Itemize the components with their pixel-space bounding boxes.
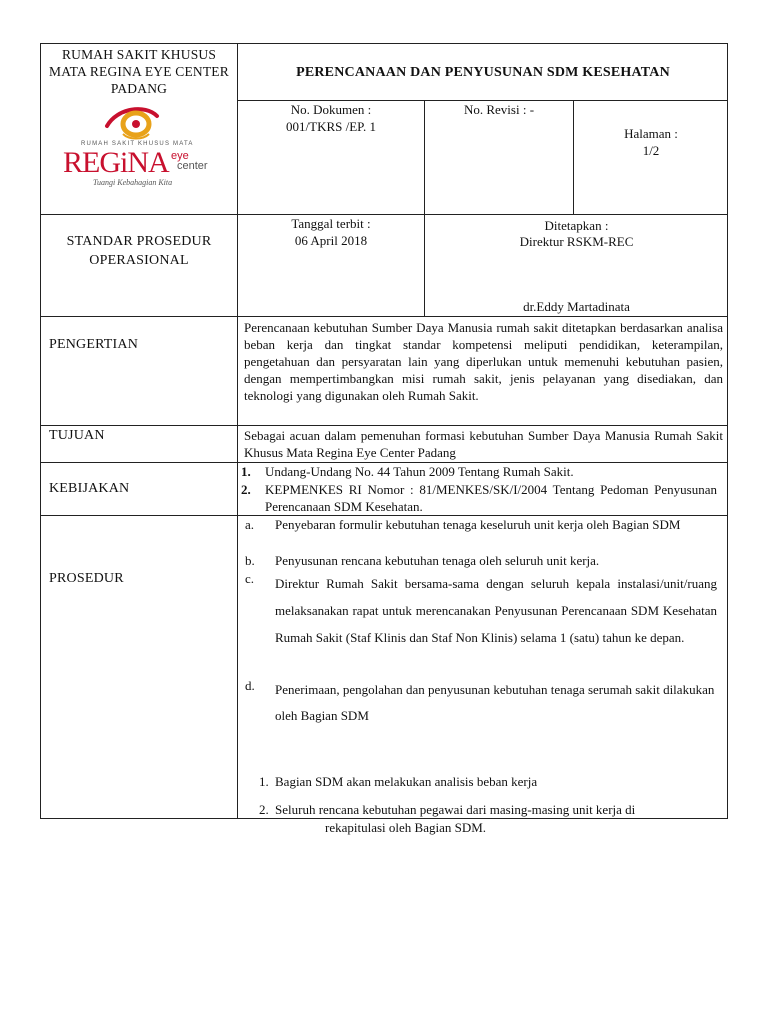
column-divider [424, 100, 425, 316]
list-marker: c. [245, 571, 255, 586]
logo-eye-text: eye [171, 150, 189, 162]
ditetapkan-value: Direktur RSKM-REC [519, 234, 634, 249]
list-marker: b. [245, 553, 255, 568]
prosedur-label: PROSEDUR [49, 571, 124, 586]
row-divider [41, 316, 728, 317]
no-dokumen-label: No. Dokumen : [290, 102, 372, 117]
list-marker: a. [245, 517, 255, 532]
list-text: Bagian SDM akan melakukan analisis beban kerja [275, 774, 538, 789]
list-marker: 1. [259, 774, 269, 789]
list-text: Undang-Undang No. 44 Tahun 2009 Tentang Rumah Sakit. [265, 464, 574, 479]
sop-document [40, 43, 728, 835]
pengertian-text: Perencanaan kebutuhan Sumber Daya Manusia rumah sakit ditetapkan berdasarkan analisa beban kerja dan tingkat standar kompetensi meliputi pendidikan, keterampilan, pengetahuan dan persyaratan lain yang diperlukan untuk memenuhi kebutuhan pasien, dengan mempertimbangkan misi rumah sakit, jenis pelayanan yang disediakan, dan teknologi yang digunakan oleh Rumah Sakit. [244, 320, 723, 403]
list-text: Direktur Rumah Sakit bersama-sama dengan seluruh kepala instalasi/unit/ruang melaksanakan rapat untuk merencanakan Penyusunan Perencanaan SDM Kesehatan Rumah Sakit (Staf Klinis dan Staf Non Klinis) selama 1 (satu) tahun ke depan. [275, 576, 717, 645]
halaman-value: 1/2 [642, 143, 660, 158]
hospital-logo [59, 104, 224, 192]
kebijakan-label: KEBIJAKAN [49, 481, 130, 496]
tanggal-terbit-label: Tanggal terbit : [291, 216, 371, 231]
list-text: Penyusunan rencana kebutuhan tenaga oleh seluruh unit kerja. [275, 553, 600, 568]
list-text: KEPMENKES RI Nomor : 81/MENKES/SK/I/2004 Tentang Pedoman Penyusunan Perencanaan SDM Kesehatan. [265, 482, 717, 514]
row-divider [41, 425, 728, 426]
kebijakan-list [241, 463, 723, 515]
prosedur-list [245, 516, 723, 835]
logo-tagline: Tuangi Kebahagian Kita [93, 178, 173, 187]
column-divider [237, 44, 238, 819]
logo-center-text: center [177, 160, 208, 172]
halaman-label: Halaman : [624, 126, 678, 141]
list-marker: d. [245, 678, 255, 693]
tujuan-text: Sebagai acuan dalam pemenuhan formasi kebutuhan Sumber Daya Manusia Rumah Sakit Khusus Mata Regina Eye Center Padang [244, 428, 723, 460]
tujuan-label: TUJUAN [49, 428, 105, 443]
hospital-name: RUMAH SAKIT KHUSUS MATA REGINA EYE CENTER PADANG [49, 47, 229, 96]
standar-prosedur-label: STANDAR PROSEDUR OPERASIONAL [66, 234, 212, 268]
tanggal-terbit-value: 06 April 2018 [294, 233, 368, 248]
list-text: Penyebaran formulir kebutuhan tenaga keseluruh unit kerja oleh Bagian SDM [275, 517, 681, 532]
no-dokumen-value: 001/TKRS /EP. 1 [286, 119, 376, 134]
list-text: Penerimaan, pengolahan dan penyusunan kebutuhan tenaga serumah sakit dilakukan oleh Bagian SDM [275, 682, 715, 723]
document-title: PERENCANAAN DAN PENYUSUNAN SDM KESEHATAN [296, 65, 670, 80]
list-marker: 2. [259, 802, 269, 817]
no-revisi: No. Revisi : - [463, 102, 535, 117]
sub-list-item-continuation: rekapitulasi oleh Bagian SDM. [325, 820, 487, 835]
list-marker: 1. [241, 464, 251, 479]
ditetapkan-label: Ditetapkan : [544, 218, 609, 233]
list-text: Seluruh rencana kebutuhan pegawai dari masing-masing unit kerja di [275, 802, 636, 817]
list-marker: 2. [241, 482, 251, 497]
logo-top-text: RUMAH SAKIT KHUSUS MATA [81, 141, 194, 147]
logo-main-text: REGiNA [63, 146, 169, 179]
signatory-name: dr.Eddy Martadinata [523, 299, 630, 314]
pengertian-label: PENGERTIAN [49, 337, 139, 352]
